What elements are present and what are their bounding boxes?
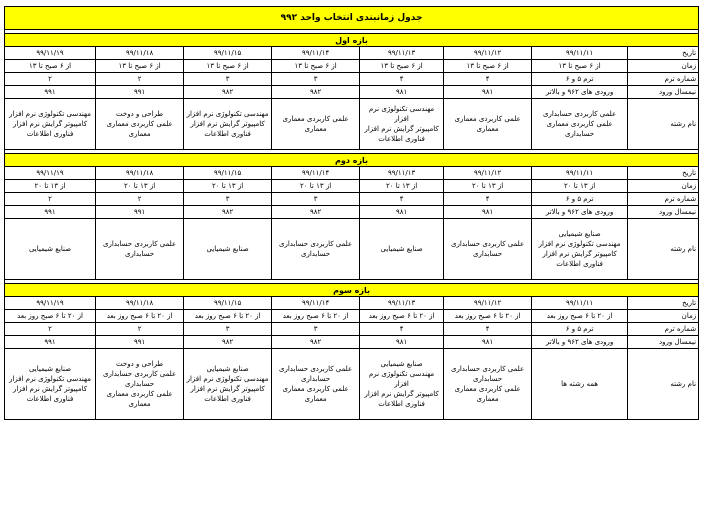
term-cell: ۴ [444, 323, 532, 336]
time-cell: از ۲۰ تا ۶ صبح روز بعد [5, 310, 96, 323]
date-cell: ۹۹/۱۱/۱۸ [96, 47, 184, 60]
term-cell: ۳ [184, 73, 272, 86]
date-cell: ۹۹/۱۱/۱۱ [532, 47, 628, 60]
term-label: شماره ترم [628, 193, 699, 206]
major-cell: صنایع شیمیایی مهندسی تکنولوژی نرم افزار کامپیوتر گرایش نرم افزار فناوری اطلاعات [532, 219, 628, 280]
time-cell: از ۶ صبح تا ۱۳ [532, 60, 628, 73]
major-cell: علمی کاربردی حسابداری علمی کاربردی معماری حسابداری [532, 99, 628, 150]
major-cell: صنایع شیمیایی [5, 219, 96, 280]
entry-cell: ۹۸۲ [272, 86, 360, 99]
major-cell: همه رشته ها [532, 349, 628, 420]
entry-cell: ۹۹۱ [96, 86, 184, 99]
major-label: نام رشته [628, 219, 699, 280]
major-row [5, 99, 699, 150]
date-cell: ۹۹/۱۱/۱۴ [272, 167, 360, 180]
entry-cell: ۹۸۲ [272, 336, 360, 349]
time-cell: از ۶ صبح تا ۱۳ [96, 60, 184, 73]
entry-cell: ۹۸۱ [360, 86, 444, 99]
major-cell: صنایع شیمیایی [184, 219, 272, 280]
date-cell: ۹۹/۱۱/۱۹ [5, 297, 96, 310]
entry-cell: ۹۹۱ [96, 206, 184, 219]
major-cell: مهندسی تکنولوژی نرم افزار کامپیوتر گرایش نرم افزار فناوری اطلاعات [184, 99, 272, 150]
entry-cell: ۹۸۲ [184, 336, 272, 349]
major-cell: مهندسی تکنولوژی نرم افزار کامپیوتر گرایش نرم افزار فناوری اطلاعات [5, 99, 96, 150]
date-cell: ۹۹/۱۱/۱۴ [272, 297, 360, 310]
time-cell: از ۱۳ تا ۲۰ [272, 180, 360, 193]
table-title: جدول زمانبندی انتخاب واحد ۹۹۲ [5, 7, 699, 30]
entry-cell: ۹۸۱ [444, 86, 532, 99]
term-cell: ترم ۵ و ۶ [532, 323, 628, 336]
period-title: بازه دوم [5, 154, 699, 167]
time-cell: از ۶ صبح تا ۱۳ [5, 60, 96, 73]
major-cell: علمی کاربردی معماری معماری [272, 99, 360, 150]
date-cell: ۹۹/۱۱/۱۳ [360, 167, 444, 180]
entry-cell: ۹۸۲ [184, 206, 272, 219]
entry-cell: ۹۹۱ [96, 336, 184, 349]
entry-row [5, 206, 699, 219]
entry-cell: ۹۸۱ [444, 336, 532, 349]
period-title: بازه سوم [5, 284, 699, 297]
time-cell: از ۱۳ تا ۲۰ [360, 180, 444, 193]
date-row [5, 47, 699, 60]
entry-row [5, 336, 699, 349]
term-cell: ۳ [184, 323, 272, 336]
date-row [5, 167, 699, 180]
time-cell: از ۱۳ تا ۲۰ [532, 180, 628, 193]
major-cell: صنایع شیمیایی مهندسی تکنولوژی نرم افزار کامپیوتر گرایش نرم افزار فناوری اطلاعات [5, 349, 96, 420]
entry-cell: ورودی های ۹۶۲ و بالاتر [532, 206, 628, 219]
major-row [5, 349, 699, 420]
term-cell: ۴ [444, 193, 532, 206]
major-cell: صنایع شیمیایی مهندسی تکنولوژی نرم افزار کامپیوتر گرایش نرم افزار فناوری اطلاعات [184, 349, 272, 420]
time-cell: از ۲۰ تا ۶ صبح روز بعد [360, 310, 444, 323]
major-cell: طراحی و دوخت علمی کاربردی معماری معماری [96, 99, 184, 150]
term-cell: ترم ۵ و ۶ [532, 73, 628, 86]
term-cell: ۳ [272, 323, 360, 336]
date-cell: ۹۹/۱۱/۱۴ [272, 47, 360, 60]
time-label: زمان [628, 310, 699, 323]
major-cell: علمی کاربردی حسابداری حسابداری [444, 219, 532, 280]
entry-cell: ۹۹۱ [5, 206, 96, 219]
date-cell: ۹۹/۱۱/۱۲ [444, 47, 532, 60]
entry-label: نیمسال ورود [628, 206, 699, 219]
date-cell: ۹۹/۱۱/۱۵ [184, 47, 272, 60]
period-header [5, 34, 699, 47]
time-cell: از ۲۰ تا ۶ صبح روز بعد [272, 310, 360, 323]
major-label: نام رشته [628, 99, 699, 150]
entry-cell: ۹۸۱ [360, 206, 444, 219]
time-cell: از ۲۰ تا ۶ صبح روز بعد [532, 310, 628, 323]
term-cell: ۴ [360, 193, 444, 206]
date-cell: ۹۹/۱۱/۱۲ [444, 167, 532, 180]
entry-cell: ۹۸۱ [444, 206, 532, 219]
time-cell: از ۲۰ تا ۶ صبح روز بعد [96, 310, 184, 323]
major-cell: علمی کاربردی حسابداری حسابداری [272, 219, 360, 280]
date-cell: ۹۹/۱۱/۱۳ [360, 47, 444, 60]
time-label: زمان [628, 60, 699, 73]
entry-cell: ۹۹۱ [5, 86, 96, 99]
term-cell: ۲ [96, 323, 184, 336]
term-cell: ۴ [360, 323, 444, 336]
period-header [5, 284, 699, 297]
date-cell: ۹۹/۱۱/۱۵ [184, 297, 272, 310]
entry-cell: ورودی های ۹۶۲ و بالاتر [532, 336, 628, 349]
entry-label: نیمسال ورود [628, 86, 699, 99]
time-cell: از ۱۳ تا ۲۰ [96, 180, 184, 193]
date-cell: ۹۹/۱۱/۱۹ [5, 47, 96, 60]
time-cell: از ۱۳ تا ۲۰ [444, 180, 532, 193]
time-cell: از ۱۳ تا ۲۰ [5, 180, 96, 193]
major-cell: علمی کاربردی حسابداری حسابداری علمی کاربردی معماری معماری [444, 349, 532, 420]
entry-cell: ۹۸۲ [272, 206, 360, 219]
schedule-document [4, 6, 698, 420]
major-cell: علمی کاربردی حسابداری حسابداری [96, 219, 184, 280]
date-label: تاریخ [628, 297, 699, 310]
major-label: نام رشته [628, 349, 699, 420]
time-row [5, 310, 699, 323]
time-cell: از ۶ صبح تا ۱۳ [444, 60, 532, 73]
date-cell: ۹۹/۱۱/۱۹ [5, 167, 96, 180]
time-row [5, 60, 699, 73]
term-cell: ۳ [184, 193, 272, 206]
term-cell: ترم ۵ و ۶ [532, 193, 628, 206]
entry-cell: ۹۸۱ [360, 336, 444, 349]
entry-label: نیمسال ورود [628, 336, 699, 349]
term-row [5, 323, 699, 336]
time-cell: از ۲۰ تا ۶ صبح روز بعد [444, 310, 532, 323]
term-cell: ۲ [5, 73, 96, 86]
term-label: شماره ترم [628, 323, 699, 336]
entry-cell: ۹۸۲ [184, 86, 272, 99]
term-cell: ۲ [96, 73, 184, 86]
term-row [5, 193, 699, 206]
major-cell: صنایع شیمیایی [360, 219, 444, 280]
date-cell: ۹۹/۱۱/۱۵ [184, 167, 272, 180]
date-cell: ۹۹/۱۱/۱۳ [360, 297, 444, 310]
date-label: تاریخ [628, 47, 699, 60]
term-cell: ۴ [360, 73, 444, 86]
major-cell: علمی کاربردی معماری معماری [444, 99, 532, 150]
time-cell: از ۱۳ تا ۲۰ [184, 180, 272, 193]
major-cell: طراحی و دوخت علمی کاربردی حسابداری حسابداری علمی کاربردی معماری معماری [96, 349, 184, 420]
major-row [5, 219, 699, 280]
period-title: بازه اول [5, 34, 699, 47]
time-cell: از ۶ صبح تا ۱۳ [272, 60, 360, 73]
date-label: تاریخ [628, 167, 699, 180]
term-cell: ۲ [5, 323, 96, 336]
date-cell: ۹۹/۱۱/۱۱ [532, 297, 628, 310]
period-header [5, 154, 699, 167]
term-label: شماره ترم [628, 73, 699, 86]
major-cell: صنایع شیمیایی مهندسی تکنولوژی نرم افزار کامپیوتر گرایش نرم افزار فناوری اطلاعات [360, 349, 444, 420]
time-cell: از ۶ صبح تا ۱۳ [184, 60, 272, 73]
term-cell: ۲ [5, 193, 96, 206]
term-cell: ۲ [96, 193, 184, 206]
time-cell: از ۲۰ تا ۶ صبح روز بعد [184, 310, 272, 323]
major-cell: علمی کاربردی حسابداری حسابداری علمی کاربردی معماری معماری [272, 349, 360, 420]
schedule-table [4, 6, 699, 420]
date-cell: ۹۹/۱۱/۱۸ [96, 167, 184, 180]
time-cell: از ۶ صبح تا ۱۳ [360, 60, 444, 73]
date-cell: ۹۹/۱۱/۱۱ [532, 167, 628, 180]
term-cell: ۳ [272, 193, 360, 206]
entry-cell: ۹۹۱ [5, 336, 96, 349]
date-row [5, 297, 699, 310]
term-row [5, 73, 699, 86]
date-cell: ۹۹/۱۱/۱۲ [444, 297, 532, 310]
term-cell: ۳ [272, 73, 360, 86]
entry-cell: ورودی های ۹۶۲ و بالاتر [532, 86, 628, 99]
major-cell: مهندسی تکنولوژی نرم افزار کامپیوتر گرایش نرم افزار فناوری اطلاعات [360, 99, 444, 150]
time-row [5, 180, 699, 193]
term-cell: ۴ [444, 73, 532, 86]
date-cell: ۹۹/۱۱/۱۸ [96, 297, 184, 310]
time-label: زمان [628, 180, 699, 193]
entry-row [5, 86, 699, 99]
